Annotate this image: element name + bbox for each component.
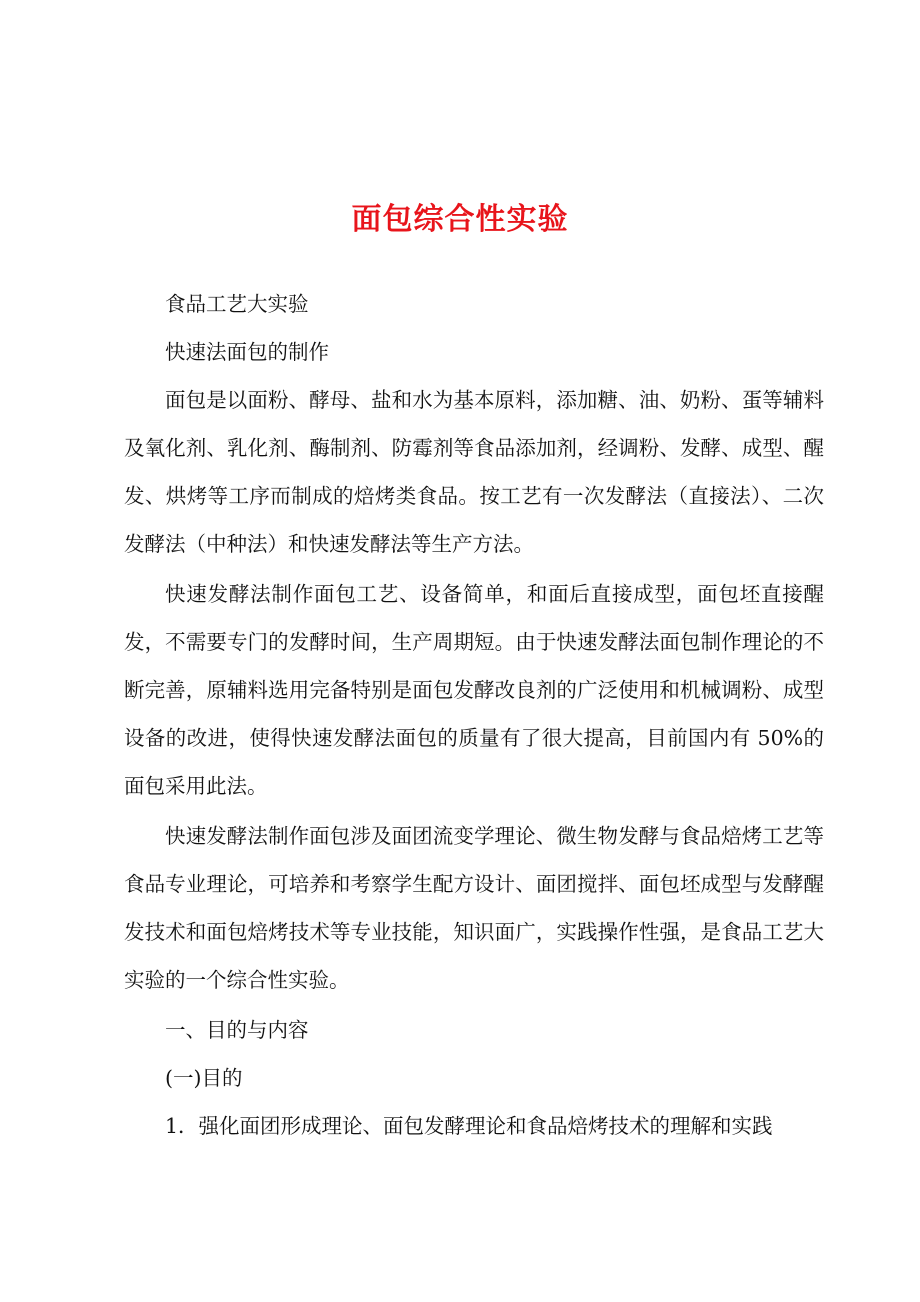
- subtitle: 食品工艺大实验: [165, 292, 309, 316]
- document-body: [124, 280, 824, 1150]
- heading-purpose: (一)目的: [165, 1066, 243, 1090]
- heading-purpose-content: 一、目的与内容: [165, 1018, 309, 1042]
- paragraph-intro: 面包是以面粉、酵母、盐和水为基本原料，添加糖、油、奶粉、蛋等辅料及氧化剂、乳化剂、酶制剂、防霉剂等食品添加剂，经调粉、发酵、成型、醒发、烘烤等工序而制成的焙烤类食品。按工艺有一次发酵法（直接法）、二次发酵法（中种法）和快速发酵法等生产方法。: [124, 388, 824, 556]
- document-title: 面包综合性实验: [351, 202, 569, 237]
- section-heading: 快速法面包的制作: [165, 340, 329, 364]
- paragraph-quick-method: 快速发酵法制作面包工艺、设备简单，和面后直接成型，面包坯直接醒发，不需要专门的发酵时间，生产周期短。由于快速发酵法面包制作理论的不断完善，原辅料选用完备特别是面包发酵改良剂的广泛使用和机械调粉、成型设备的改进，使得快速发酵法面包的质量有了很大提高，目前国内有 50%的面包采用此法。: [124, 582, 824, 798]
- list-item: 1．强化面团形成理论、面包发酵理论和食品焙烤技术的理解和实践: [165, 1114, 773, 1138]
- paragraph-theory: 快速发酵法制作面包涉及面团流变学理论、微生物发酵与食品焙烤工艺等食品专业理论，可培养和考察学生配方设计、面团搅拌、面包坯成型与发酵醒发技术和面包焙烤技术等专业技能，知识面广，实践操作性强，是食品工艺大实验的一个综合性实验。: [124, 824, 824, 992]
